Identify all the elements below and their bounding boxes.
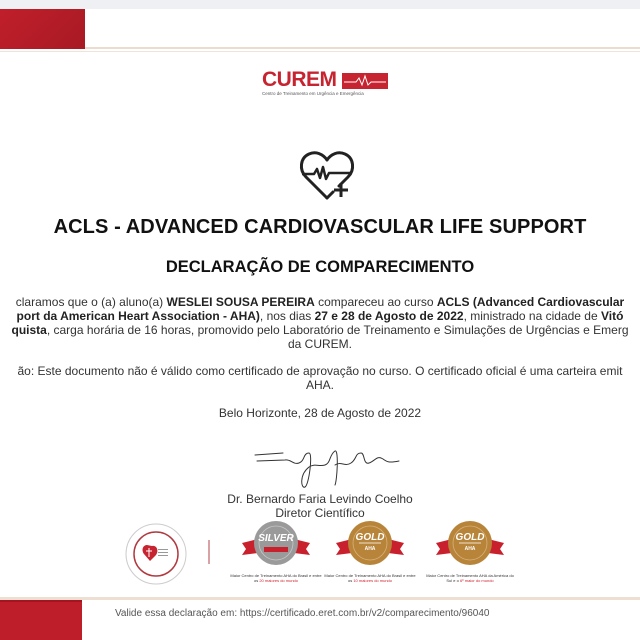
- heart-ecg-plus-icon: [298, 146, 356, 204]
- aha-authorized-seal: [117, 521, 195, 587]
- disclaimer-note: ão: Este documento não é válido como certificado de aprovação no curso. O certificado oficial é uma carteira emit AHA.: [17, 364, 623, 392]
- badge-sub: AHA: [464, 546, 476, 552]
- badge-gold-south-america: [426, 517, 514, 597]
- ecg-icon: [342, 73, 388, 89]
- seal-divider: [208, 540, 210, 564]
- badge-caption: Maior Centro de Treinamento AHA da América do Sul e o 6º maior do mundo: [426, 573, 514, 583]
- badge-gold-brazil: [324, 517, 416, 597]
- logo-word: CUREM: [262, 68, 337, 91]
- logo-subtitle: Centro de Treinamento em Urgência e Emergência: [262, 91, 364, 96]
- header-bar: [0, 9, 640, 49]
- header-red-block: [0, 9, 85, 49]
- declaration-body: [0, 295, 640, 351]
- course-city: Vitó: [601, 309, 624, 323]
- body-line-2: port da American Heart Association - AHA), nos dias 27 e 28 de Agosto de 2022, ministrado na cidade de Vitó: [16, 309, 624, 323]
- course-title: ACLS - ADVANCED CARDIOVASCULAR LIFE SUPPORT: [53, 216, 587, 238]
- signer-role: Diretor Científico: [275, 506, 365, 520]
- top-strip: [0, 0, 640, 9]
- footer: [0, 600, 640, 640]
- body-line-3: quista, carga horária de 16 horas, promovido pelo Laboratório de Treinamento e Simulações de Urgências e Emerg: [11, 323, 629, 337]
- badge-sub: AHA: [364, 546, 376, 552]
- badge-caption: Maior Centro de Treinamento AHA do Brasil e entre os 20 maiores do mundo: [230, 573, 322, 583]
- course-dates: 27 e 28 de Agosto de 2022: [314, 309, 464, 323]
- signer-name: Dr. Bernardo Faria Levindo Coelho: [227, 492, 413, 506]
- document-title: DECLARAÇÃO DE COMPARECIMENTO: [165, 258, 475, 276]
- badge-level: SILVER: [258, 533, 294, 544]
- body-line-4: da CUREM.: [287, 337, 352, 351]
- course-name: ACLS (Advanced Cardiovascular: [436, 295, 625, 309]
- signature: [253, 445, 403, 490]
- header-divider: [0, 51, 640, 52]
- footer-red-block: [0, 600, 82, 640]
- badge-silver: [230, 517, 322, 597]
- badge-level: GOLD: [455, 532, 485, 543]
- student-name: WESLEI SOUSA PEREIRA: [166, 295, 315, 309]
- body-line-1: claramos que o (a) aluno(a) WESLEI SOUSA PEREIRA compareceu ao curso ACLS (Advanced Cardiovascular: [15, 295, 625, 309]
- curem-logo: [262, 70, 392, 100]
- badge-level: GOLD: [355, 532, 385, 543]
- badge-caption: Maior Centro de Treinamento AHA do Brasil e entre os 10 maiores do mundo: [324, 573, 416, 583]
- validation-link[interactable]: Valide essa declaração em: https://certificado.eret.com.br/v2/comparecimento/96040: [115, 608, 490, 619]
- place-date: Belo Horizonte, 28 de Agosto de 2022: [218, 406, 422, 420]
